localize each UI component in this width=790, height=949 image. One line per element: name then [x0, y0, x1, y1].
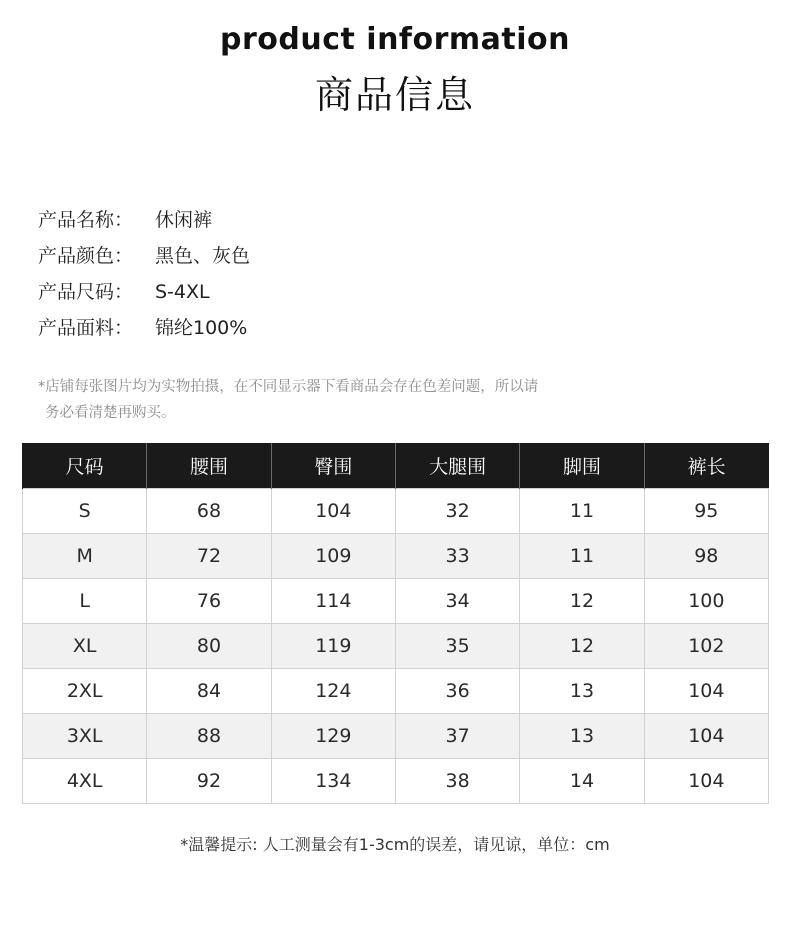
size-table-body: [23, 489, 769, 804]
measurement-cell: 98: [644, 534, 768, 579]
column-header: 尺码: [23, 443, 147, 489]
table-row: [23, 714, 769, 759]
measurement-cell: 72: [147, 534, 271, 579]
measurement-cell: 100: [644, 579, 768, 624]
measurement-cell: 12: [520, 579, 644, 624]
measurement-cell: 38: [395, 759, 519, 804]
product-info-list: [38, 202, 250, 346]
product-info-row: [38, 274, 250, 310]
table-row: [23, 579, 769, 624]
measurement-cell: 104: [271, 489, 395, 534]
info-label: 产品颜色：: [38, 245, 134, 267]
size-cell: XL: [23, 624, 147, 669]
size-table-header-row: [23, 443, 769, 489]
measurement-cell: 104: [644, 714, 768, 759]
measurement-cell: 80: [147, 624, 271, 669]
measurement-cell: 92: [147, 759, 271, 804]
measurement-cell: 32: [395, 489, 519, 534]
size-cell: S: [23, 489, 147, 534]
measurement-cell: 102: [644, 624, 768, 669]
measurement-cell: 88: [147, 714, 271, 759]
measurement-cell: 84: [147, 669, 271, 714]
product-info-row: [38, 310, 250, 346]
size-cell: M: [23, 534, 147, 579]
column-header: 脚围: [520, 443, 644, 489]
column-header: 腰围: [147, 443, 271, 489]
info-label: 产品尺码：: [38, 281, 134, 303]
measurement-cell: 114: [271, 579, 395, 624]
size-cell: 4XL: [23, 759, 147, 804]
measurement-cell: 37: [395, 714, 519, 759]
column-header: 裤长: [644, 443, 768, 489]
measurement-cell: 12: [520, 624, 644, 669]
page-title-english: product information: [220, 22, 570, 57]
measurement-cell: 129: [271, 714, 395, 759]
measurement-tip: *温馨提示: 人工测量会有1-3cm的误差，请见谅，单位：cm: [180, 835, 610, 854]
measurement-cell: 104: [644, 759, 768, 804]
measurement-cell: 104: [644, 669, 768, 714]
measurement-cell: 95: [644, 489, 768, 534]
measurement-cell: 13: [520, 669, 644, 714]
measurement-cell: 33: [395, 534, 519, 579]
measurement-cell: 35: [395, 624, 519, 669]
info-value: 黑色、灰色: [155, 245, 251, 267]
measurement-cell: 34: [395, 579, 519, 624]
measurement-cell: 68: [147, 489, 271, 534]
info-label: 产品名称：: [38, 209, 134, 231]
measurement-cell: 124: [271, 669, 395, 714]
page-title-chinese: 商品信息: [314, 73, 475, 117]
table-row: [23, 759, 769, 804]
table-row: [23, 489, 769, 534]
measurement-cell: 14: [520, 759, 644, 804]
info-value: 休闲裤: [155, 209, 213, 231]
column-header: 大腿围: [395, 443, 519, 489]
measurement-cell: 76: [147, 579, 271, 624]
size-cell: 3XL: [23, 714, 147, 759]
table-row: [23, 534, 769, 579]
table-row: [23, 669, 769, 714]
measurement-cell: 11: [520, 489, 644, 534]
column-header: 臀围: [271, 443, 395, 489]
product-info-row: [38, 238, 250, 274]
info-label: 产品面料：: [38, 317, 134, 339]
measurement-cell: 36: [395, 669, 519, 714]
info-value: S-4XL: [155, 281, 210, 303]
notice-line: 务必看清楚再购买。: [45, 405, 176, 421]
info-value: 锦纶100%: [155, 317, 248, 339]
measurement-cell: 11: [520, 534, 644, 579]
measurement-cell: 134: [271, 759, 395, 804]
size-cell: L: [23, 579, 147, 624]
table-row: [23, 624, 769, 669]
measurement-cell: 119: [271, 624, 395, 669]
size-cell: 2XL: [23, 669, 147, 714]
size-chart-table: [22, 443, 769, 804]
measurement-cell: 109: [271, 534, 395, 579]
color-difference-notice: [38, 374, 618, 426]
product-info-row: [38, 202, 250, 238]
notice-line: *店铺每张图片均为实物拍摄，在不同显示器下看商品会存在色差问题，所以请: [38, 379, 539, 395]
measurement-cell: 13: [520, 714, 644, 759]
